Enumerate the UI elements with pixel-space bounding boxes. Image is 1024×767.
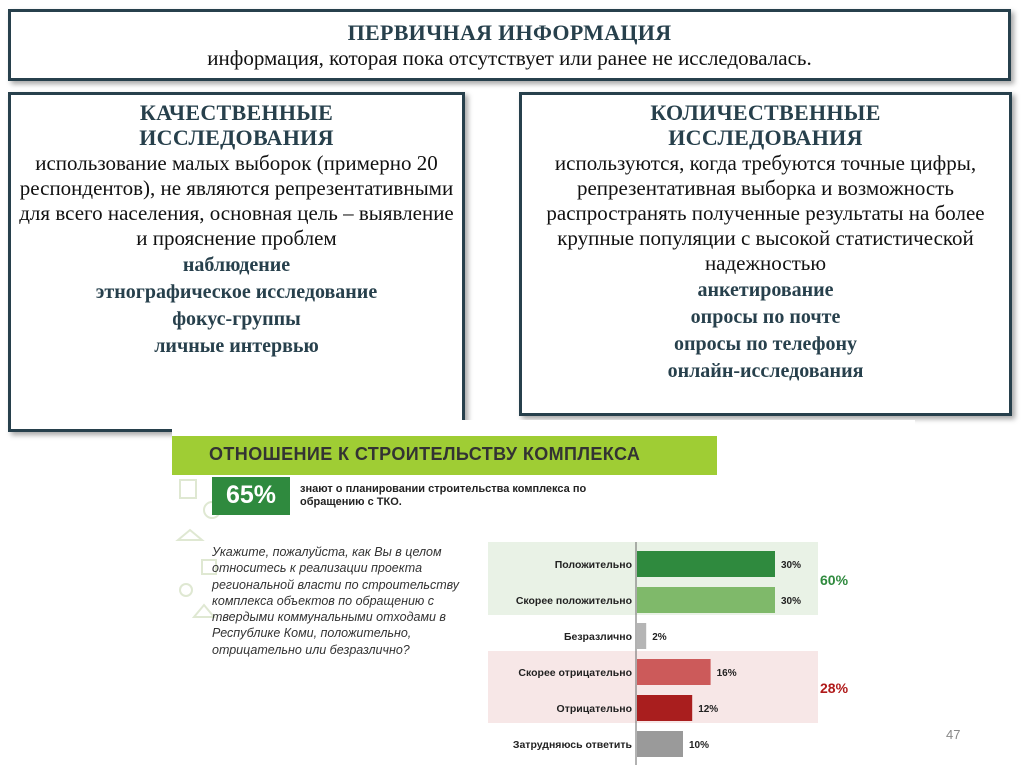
quantitative-title xyxy=(522,100,1009,150)
qualitative-title-line2: ИССЛЕДОВАНИЯ xyxy=(139,125,334,150)
quantitative-title-line2: ИССЛЕДОВАНИЯ xyxy=(668,125,863,150)
primary-info-box xyxy=(8,9,1011,81)
bar-2 xyxy=(637,623,646,649)
bar-category-label: Скорее положительно xyxy=(515,595,632,607)
bar-4 xyxy=(637,695,692,721)
qualitative-method: фокус-группы xyxy=(172,308,301,330)
bar-1 xyxy=(637,587,775,613)
bar-value-label: 12% xyxy=(698,704,719,715)
survey-question: Укажите, пожалуйста, как Вы в целом относитесь к реализации проекта региональной власти по строительству комплекса объектов по обращению с твердыми коммунальными отходами в Республике Коми, положительно, отрицательно или безразлично? xyxy=(212,545,460,657)
bar-category-label: Затрудняюсь ответить xyxy=(512,739,632,751)
bar-category-label: Безразлично xyxy=(563,631,632,643)
quantitative-title-line1: КОЛИЧЕСТВЕННЫЕ xyxy=(650,100,881,125)
attitude-bar-chart xyxy=(172,420,915,767)
quantitative-method: опросы по почте xyxy=(690,306,841,328)
positive-total-label: 60% xyxy=(820,572,849,588)
bar-category-label: Скорее отрицательно xyxy=(518,667,632,679)
bar-category-label: Положительно xyxy=(554,559,632,571)
bar-value-label: 10% xyxy=(689,740,710,751)
qualitative-research-box xyxy=(8,92,465,432)
quantitative-method: опросы по телефону xyxy=(673,333,858,355)
bar-3 xyxy=(637,659,711,685)
negative-total-label: 28% xyxy=(820,680,849,696)
bar-5 xyxy=(637,731,683,757)
qualitative-method: личные интервью xyxy=(154,335,319,357)
bar-value-label: 30% xyxy=(781,560,802,571)
bar-value-label: 16% xyxy=(716,668,737,679)
quantitative-description: используются, когда требуются точные цифры, репрезентативная выборка и возможность распространять полученные результаты на более крупные популяции с высокой статистической надежностью xyxy=(546,151,985,275)
primary-info-title: ПЕРВИЧНАЯ ИНФОРМАЦИЯ xyxy=(347,20,672,45)
survey-infographic xyxy=(172,420,915,767)
qualitative-method: этнографическое исследование xyxy=(95,281,378,303)
awareness-percent: 65% xyxy=(225,481,277,509)
bar-value-label: 30% xyxy=(781,596,802,607)
bar-category-label: Отрицательно xyxy=(556,703,632,715)
awareness-caption: знают о планировании строительства комплекса по обращению с ТКО. xyxy=(300,483,587,508)
qualitative-method: наблюдение xyxy=(182,254,291,276)
quantitative-method: анкетирование xyxy=(697,279,834,301)
primary-info-definition: информация, которая пока отсутствует или ранее не исследовалась. xyxy=(207,46,812,70)
qualitative-title-line1: КАЧЕСТВЕННЫЕ xyxy=(139,100,334,125)
infographic-title: ОТНОШЕНИЕ К СТРОИТЕЛЬСТВУ КОМПЛЕКСА xyxy=(209,444,641,464)
quantitative-research-box xyxy=(519,92,1012,416)
bar-0 xyxy=(637,551,775,577)
qualitative-description: использование малых выборок (примерно 20 респондентов), не являются репрезентативными для всего населения, основная цель – выявление и прояснение проблем xyxy=(19,151,454,250)
bar-value-label: 2% xyxy=(652,632,667,643)
qualitative-title xyxy=(11,100,462,150)
page-number: 47 xyxy=(946,727,961,742)
quantitative-method: онлайн-исследования xyxy=(667,360,864,382)
